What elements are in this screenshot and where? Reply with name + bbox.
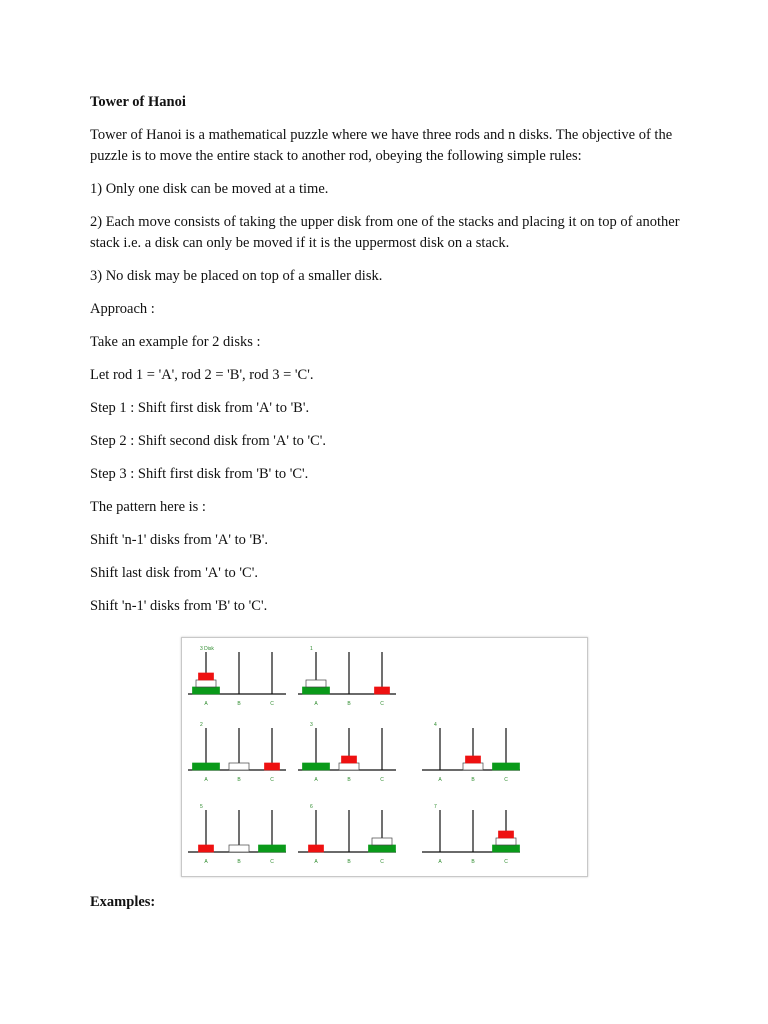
examples-heading: Examples: [90, 894, 156, 910]
disk-small [375, 687, 390, 694]
paragraph-rods: Let rod 1 = 'A', rod 2 = 'B', rod 3 = 'C'. [90, 367, 314, 383]
hanoi-diagram [182, 638, 587, 876]
panel-0 [188, 646, 286, 707]
panel-label: 7 [434, 804, 437, 810]
paragraph-approach: Approach : [90, 301, 155, 317]
disk-large [493, 845, 520, 852]
panel-label: 3 Disk [200, 646, 214, 652]
rod-label: B [237, 777, 241, 783]
paragraph-step-3: Step 3 : Shift first disk from 'B' to 'C'. [90, 466, 309, 482]
rod-label: A [204, 859, 208, 865]
rod-label: B [471, 777, 475, 783]
disk-medium [463, 763, 483, 770]
disk-large [259, 845, 286, 852]
panel-7 [422, 804, 520, 865]
rod-label: B [471, 859, 475, 865]
disk-large [493, 763, 520, 770]
paragraph-pattern-1: Shift 'n-1' disks from 'A' to 'B'. [90, 532, 269, 548]
document-title: Tower of Hanoi [90, 94, 186, 110]
panel-1 [298, 646, 396, 707]
rod-label: C [270, 859, 274, 865]
paragraph-example: Take an example for 2 disks : [90, 334, 261, 350]
rod-label: C [504, 859, 508, 865]
rod-label: C [270, 701, 274, 707]
paragraph-rule-2: 2) Each move consists of taking the upper disk from one of the stacks and placing it on top of another stack i.e. a disk can only be moved if it is the uppermost disk on a stack. [90, 214, 680, 251]
rod-label: B [347, 777, 351, 783]
disk-medium [339, 763, 359, 770]
disk-large [303, 763, 330, 770]
disk-medium [229, 763, 249, 770]
disk-large [369, 845, 396, 852]
rod-label: C [380, 777, 384, 783]
disk-medium [372, 838, 392, 845]
rod-label: A [314, 859, 318, 865]
paragraph-rule-1: 1) Only one disk can be moved at a time. [90, 181, 329, 197]
rod-label: A [438, 859, 442, 865]
rod-label: C [380, 701, 384, 707]
rod-label: A [204, 701, 208, 707]
disk-small [199, 673, 214, 680]
paragraph-pattern-3: Shift 'n-1' disks from 'B' to 'C'. [90, 598, 268, 614]
panel-label: 6 [310, 804, 313, 810]
disk-medium [496, 838, 516, 845]
rod-label: A [314, 777, 318, 783]
disk-medium [306, 680, 326, 687]
rod-label: B [347, 701, 351, 707]
panel-5 [188, 804, 286, 865]
panel-6 [298, 804, 396, 865]
rod-label: B [237, 859, 241, 865]
paragraph-step-2: Step 2 : Shift second disk from 'A' to 'C'. [90, 433, 327, 449]
rod-label: A [204, 777, 208, 783]
paragraph-pattern: The pattern here is : [90, 499, 206, 515]
rod-label: B [237, 701, 241, 707]
disk-large [303, 687, 330, 694]
panel-label: 1 [310, 646, 313, 652]
panel-label: 5 [200, 804, 203, 810]
panel-4 [422, 722, 520, 783]
disk-small [265, 763, 280, 770]
paragraph-step-1: Step 1 : Shift first disk from 'A' to 'B'. [90, 400, 310, 416]
disk-small [342, 756, 357, 763]
rod-label: C [270, 777, 274, 783]
rod-label: A [438, 777, 442, 783]
disk-large [193, 687, 220, 694]
disk-medium [229, 845, 249, 852]
paragraph-rule-3: 3) No disk may be placed on top of a smaller disk. [90, 268, 383, 284]
rod-label: C [504, 777, 508, 783]
panel-label: 3 [310, 722, 313, 728]
hanoi-diagram-figure [181, 637, 588, 877]
disk-small [499, 831, 514, 838]
panel-2 [188, 722, 286, 783]
panel-3 [298, 722, 396, 783]
rod-label: B [347, 859, 351, 865]
rod-label: C [380, 859, 384, 865]
disk-small [199, 845, 214, 852]
paragraph-pattern-2: Shift last disk from 'A' to 'C'. [90, 565, 258, 581]
rod-label: A [314, 701, 318, 707]
disk-small [309, 845, 324, 852]
paragraph-intro: Tower of Hanoi is a mathematical puzzle where we have three rods and n disks. The objective of the puzzle is to move the entire stack to another rod, obeying the following simple rules: [90, 127, 673, 164]
disk-small [466, 756, 481, 763]
disk-medium [196, 680, 216, 687]
disk-large [193, 763, 220, 770]
panel-label: 2 [200, 722, 203, 728]
panel-label: 4 [434, 722, 437, 728]
document-body [90, 92, 690, 629]
